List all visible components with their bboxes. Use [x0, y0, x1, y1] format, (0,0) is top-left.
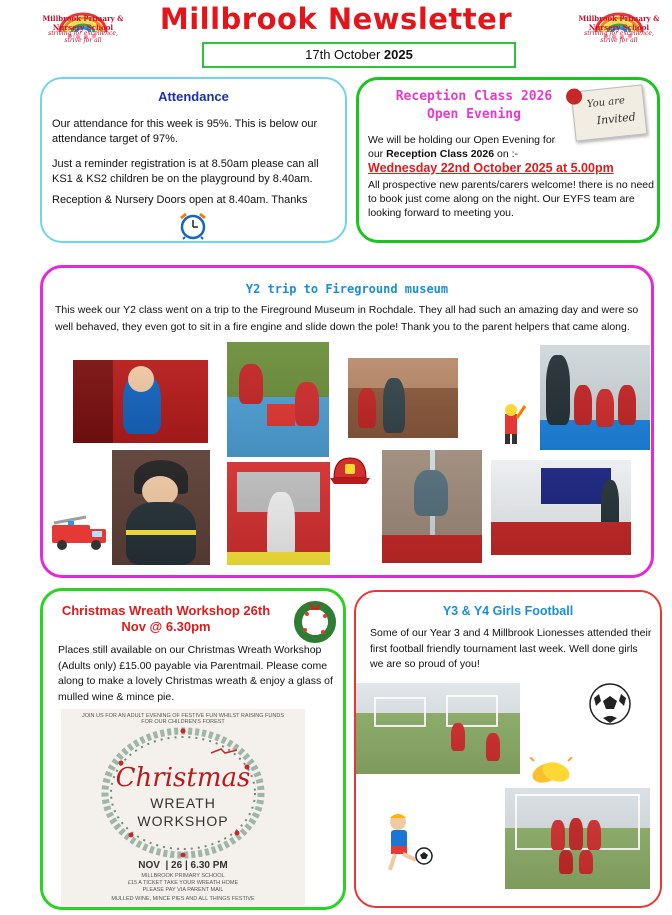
attendance-para-3: Reception & Nursery Doors open at 8.40am. Thanks: [52, 194, 308, 206]
trip-photo-slide-pole: [382, 450, 482, 563]
poster-school: MILLBROOK PRIMARY SCHOOL: [141, 873, 225, 879]
wreath-heading: Christmas Wreath Workshop 26th Nov @ 6.30pm: [61, 603, 271, 634]
poster-script-word: Christmas: [115, 763, 251, 793]
invitation-card: [571, 84, 648, 141]
reception-intro: We will be holding our Open Evening for our Reception Class 2026 on :-: [368, 134, 556, 160]
football-photo-pitch: [356, 683, 520, 774]
christmas-wreath-section: [40, 588, 346, 910]
reception-details: All prospective new parents/carers welcome! there is no need to book just come along on the night. Our EYFS team are looking forward to meeting you.: [368, 179, 654, 219]
wreath-body: Places still available on our Christmas Wreath Workshop (Adults only) £15.00 payable via Parentmail. Please come along to make a lovely Christmas wreath & enjoy a glass of mulled wine & mince pie.: [58, 644, 333, 703]
school-logo-left: [40, 6, 126, 50]
football-body: Some of our Year 3 and 4 Millbrook Lionesses attended their first football friendly tournament last week. Well done girls we are so proud of you!: [370, 627, 652, 670]
invitation-line-1: You are: [586, 95, 626, 111]
trip-photo-hose: [348, 358, 458, 438]
school-name-left: Millbrook Primary & Nursery School: [42, 14, 124, 32]
date-year: 2025: [383, 47, 413, 62]
trip-photo-playmat: [227, 342, 329, 457]
football-heading: Y3 & Y4 Girls Football: [442, 604, 574, 618]
attendance-para-2: Just a reminder registration is at 8.50am please can all KS1 & KS2 children be on the playground by 8.40am.: [52, 158, 319, 185]
fire-engine-cartoon-icon: [50, 515, 108, 553]
fire-helmet-icon: [330, 452, 370, 488]
invitation-ribbon-icon: [565, 88, 583, 106]
attendance-section: [40, 77, 347, 243]
poster-pay: PLEASE PAY VIA PARENT MAIL: [142, 887, 224, 893]
newsletter-title: Millbrook Newsletter: [159, 2, 513, 36]
trip-photo-firefighter-costume: [112, 450, 210, 565]
attendance-para-1: Our attendance for this week is 95%. This is below our attendance target of 97%.: [52, 118, 318, 145]
poster-word-workshop: WORKSHOP: [137, 813, 229, 829]
girl-kicking-ball-icon: [376, 812, 436, 878]
trip-photo-presentation: [491, 460, 631, 555]
school-logo-right: [576, 6, 662, 50]
reception-heading: Reception Class 2026 Open Evening: [395, 89, 553, 122]
poster-footer: MULLED WINE, MINCE PIES AND ALL THINGS FESTIVE: [111, 896, 255, 902]
poster-top-text: JOIN US FOR AN ADULT EVENING OF FESTIVE FUN WHILST RAISING FUNDS FOR OUR CHILDREN'S FOREST: [82, 713, 284, 725]
poster-wreath-icon: [61, 723, 305, 863]
alarm-clock-icon: [176, 212, 210, 240]
trip-photo-engine-side: [227, 462, 330, 565]
date-day: 17th October: [305, 47, 381, 62]
school-motto-left: striving for excellence, strive for all: [48, 30, 118, 44]
attendance-heading: Attendance: [158, 89, 229, 104]
poster-word-wreath: WREATH: [150, 795, 216, 811]
clapping-hands-icon: [528, 757, 574, 787]
reception-open-evening-section: [356, 77, 660, 243]
newsletter-date: [202, 42, 516, 68]
football-icon: [588, 682, 632, 726]
trip-heading: Y2 trip to Fireground museum: [245, 282, 449, 296]
christmas-wreath-icon: [289, 594, 341, 646]
football-photo-team: [505, 788, 650, 889]
school-motto-right: striving for excellence, strive for all: [584, 30, 654, 44]
trip-photo-fire-engine-cab: [73, 360, 208, 443]
poster-date: NOV | 26 | 6.30 PM: [138, 860, 228, 871]
invitation-line-2: Invited: [596, 110, 637, 128]
school-name-right: Millbrook Primary & Nursery School: [578, 14, 660, 32]
trip-body: This week our Y2 class went on a trip to the Fireground Museum in Rochdale. They all had such an amazing day and were so well behaved, they even got to sit in a fire engine and slide down the pole! Thank you to the parent helpers that came along.: [55, 304, 639, 333]
poster-price: £15 A TICKET TAKE YOUR WREATH HOME: [127, 880, 239, 886]
wreath-workshop-poster: [61, 709, 305, 905]
trip-photo-classroom-group: [540, 345, 650, 450]
firefighter-cartoon-icon: [496, 402, 526, 444]
reception-event-date: Wednesday 22nd October 2025 at 5.00pm: [368, 161, 614, 175]
